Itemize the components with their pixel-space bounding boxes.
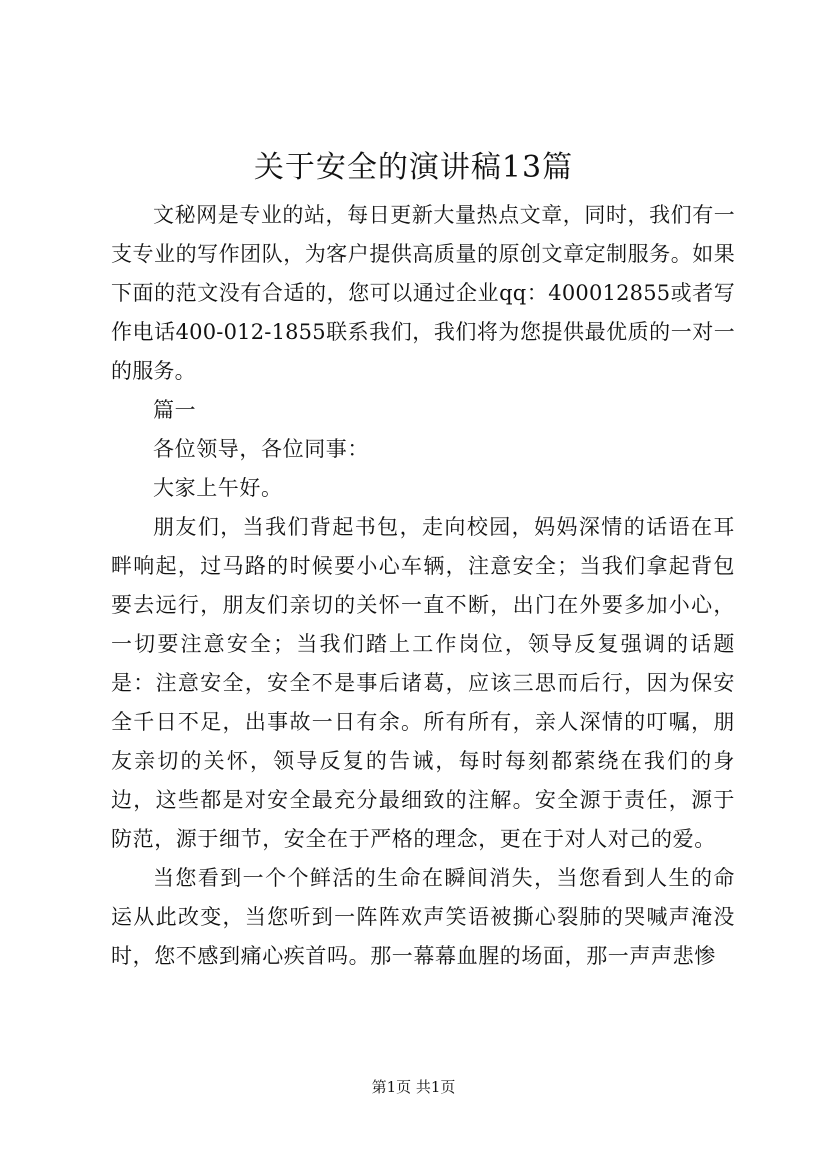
greeting: 大家上午好。 bbox=[153, 476, 283, 500]
page-footer: 第1页 共1页 bbox=[371, 1078, 456, 1096]
document-title: 关于安全的演讲稿13篇 bbox=[253, 150, 574, 185]
section-heading: 篇一 bbox=[153, 398, 197, 422]
salutation: 各位领导，各位同事： bbox=[153, 437, 369, 461]
document-body bbox=[111, 196, 735, 976]
intro-paragraph: 文秘网是专业的站，每日更新大量热点文章，同时，我们有一支专业的写作团队，为客户提供高质量的原创文章定制服务。如果下面的范文没有合适的，您可以通过企业qq：400012855或者写作电话400-012-1855联系我们，我们将为您提供最优质的一对一的服务。 bbox=[111, 203, 735, 383]
body-paragraph: 朋友们，当我们背起书包，走向校园，妈妈深情的话语在耳畔响起，过马路的时候要小心车辆，注意安全；当我们拿起背包要去远行，朋友们亲切的关怀一直不断，出门在外要多加小心，一切要注意安全；当我们踏上工作岗位，领导反复强调的话题是：注意安全，安全不是事后诸葛，应该三思而后行，因为保安全千日不足，出事故一日有余。所有所有，亲人深情的叮嘱，朋友亲切的关怀，领导反复的告诫，每时每刻都萦绕在我们的身边，这些都是对安全最充分最细致的注解。安全源于责任，源于防范，源于细节，安全在于严格的理念，更在于对人对己的爱。 bbox=[111, 515, 735, 851]
body-paragraph: 当您看到一个个鲜活的生命在瞬间消失，当您看到人生的命运从此改变，当您听到一阵阵欢声笑语被撕心裂肺的哭喊声淹没时，您不感到痛心疾首吗。那一幕幕血腥的场面，那一声声悲惨 bbox=[111, 866, 735, 968]
